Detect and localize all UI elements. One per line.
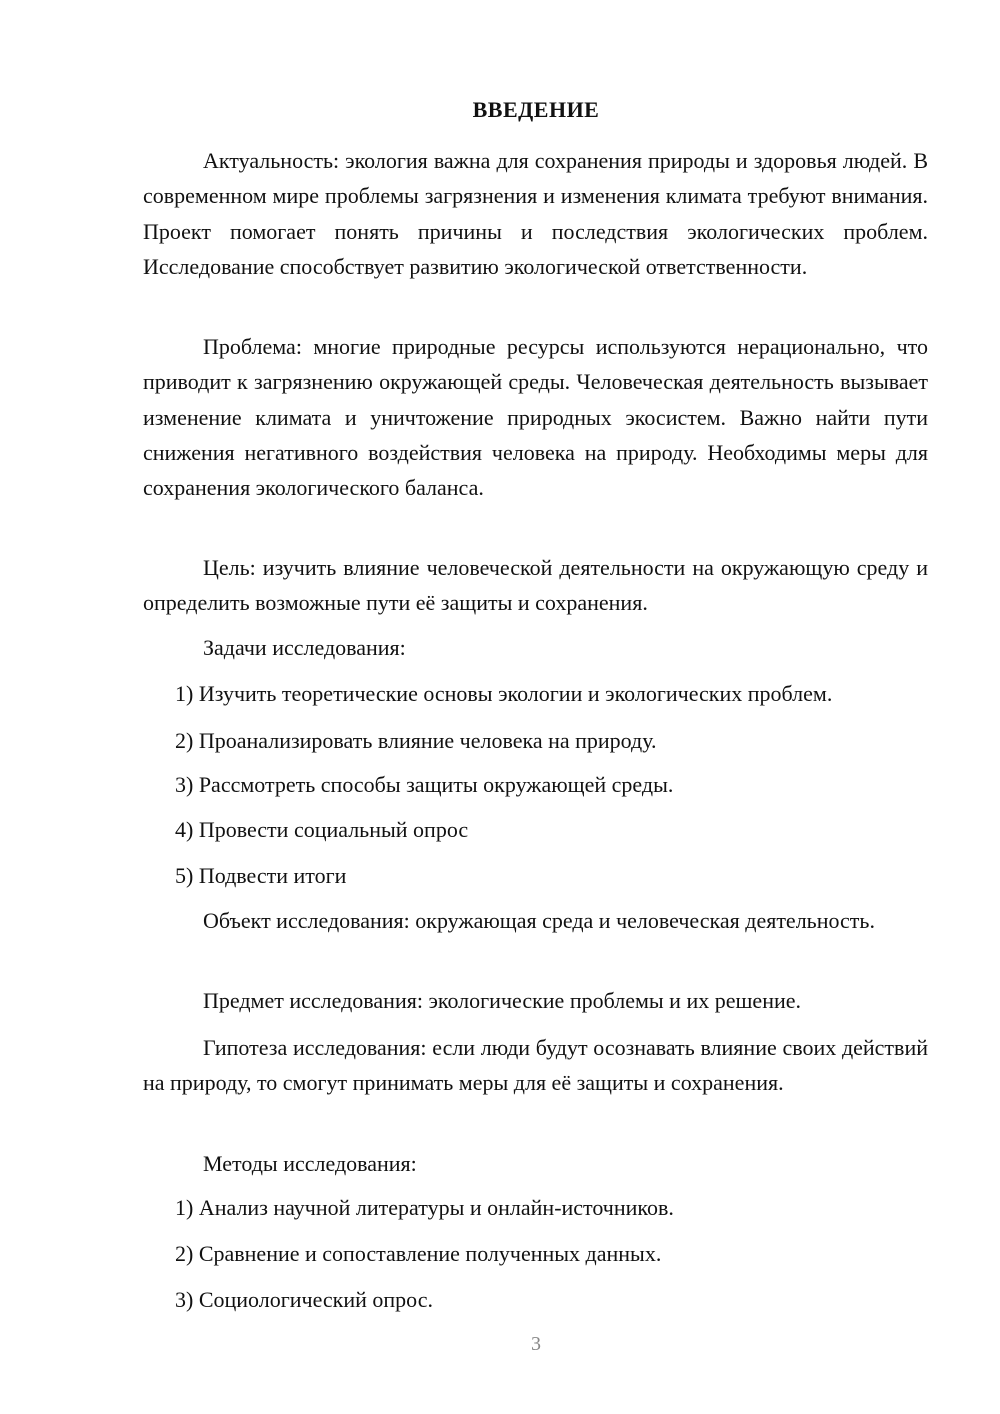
task-item-2: 2) Проанализировать влияние человека на природу. bbox=[175, 728, 657, 753]
method-item-3: 3) Социологический опрос. bbox=[175, 1287, 433, 1312]
object-paragraph: Объект исследования: окружающая среда и человеческая деятельность. bbox=[203, 908, 875, 933]
methods-heading: Методы исследования: bbox=[203, 1151, 417, 1176]
task-item-4: 4) Провести социальный опрос bbox=[175, 817, 469, 842]
problem-paragraph: Проблема: многие природные ресурсы используются нерационально, что приводит к загрязнению окружающей среды. Человеческая деятельность вызывает изменение климата и уничтожение природных экосистем. Важно найти пути снижения негативного воздействия человека на природу. Необходимы меры для сохранения экологического баланса. bbox=[143, 334, 928, 501]
subject-paragraph: Предмет исследования: экологические проблемы и их решение. bbox=[203, 988, 802, 1013]
task-item-5: 5) Подвести итоги bbox=[175, 863, 347, 888]
method-item-2: 2) Сравнение и сопоставление полученных данных. bbox=[175, 1241, 662, 1266]
method-item-1: 1) Анализ научной литературы и онлайн-источников. bbox=[175, 1195, 674, 1220]
page-number: 3 bbox=[531, 1333, 541, 1355]
goal-paragraph: Цель: изучить влияние человеческой деятельности на окружающую среду и определить возможные пути её защиты и сохранения. bbox=[143, 555, 928, 616]
page-title: ВВЕДЕНИЕ bbox=[472, 97, 600, 122]
hypothesis-paragraph: Гипотеза исследования: если люди будут осознавать влияние своих действий на природу, то смогут принимать меры для её защиты и сохранения. bbox=[143, 1035, 928, 1096]
relevance-paragraph: Актуальность: экология важна для сохранения природы и здоровья людей. В современном мире проблемы загрязнения и изменения климата требуют внимания. Проект помогает понять причины и последствия экологических проблем. Исследование способствует развитию экологической ответственности. bbox=[143, 148, 928, 279]
task-item-3: 3) Рассмотреть способы защиты окружающей среды. bbox=[175, 772, 674, 797]
tasks-heading: Задачи исследования: bbox=[203, 635, 406, 660]
task-item-1: 1) Изучить теоретические основы экологии и экологических проблем. bbox=[175, 681, 833, 706]
